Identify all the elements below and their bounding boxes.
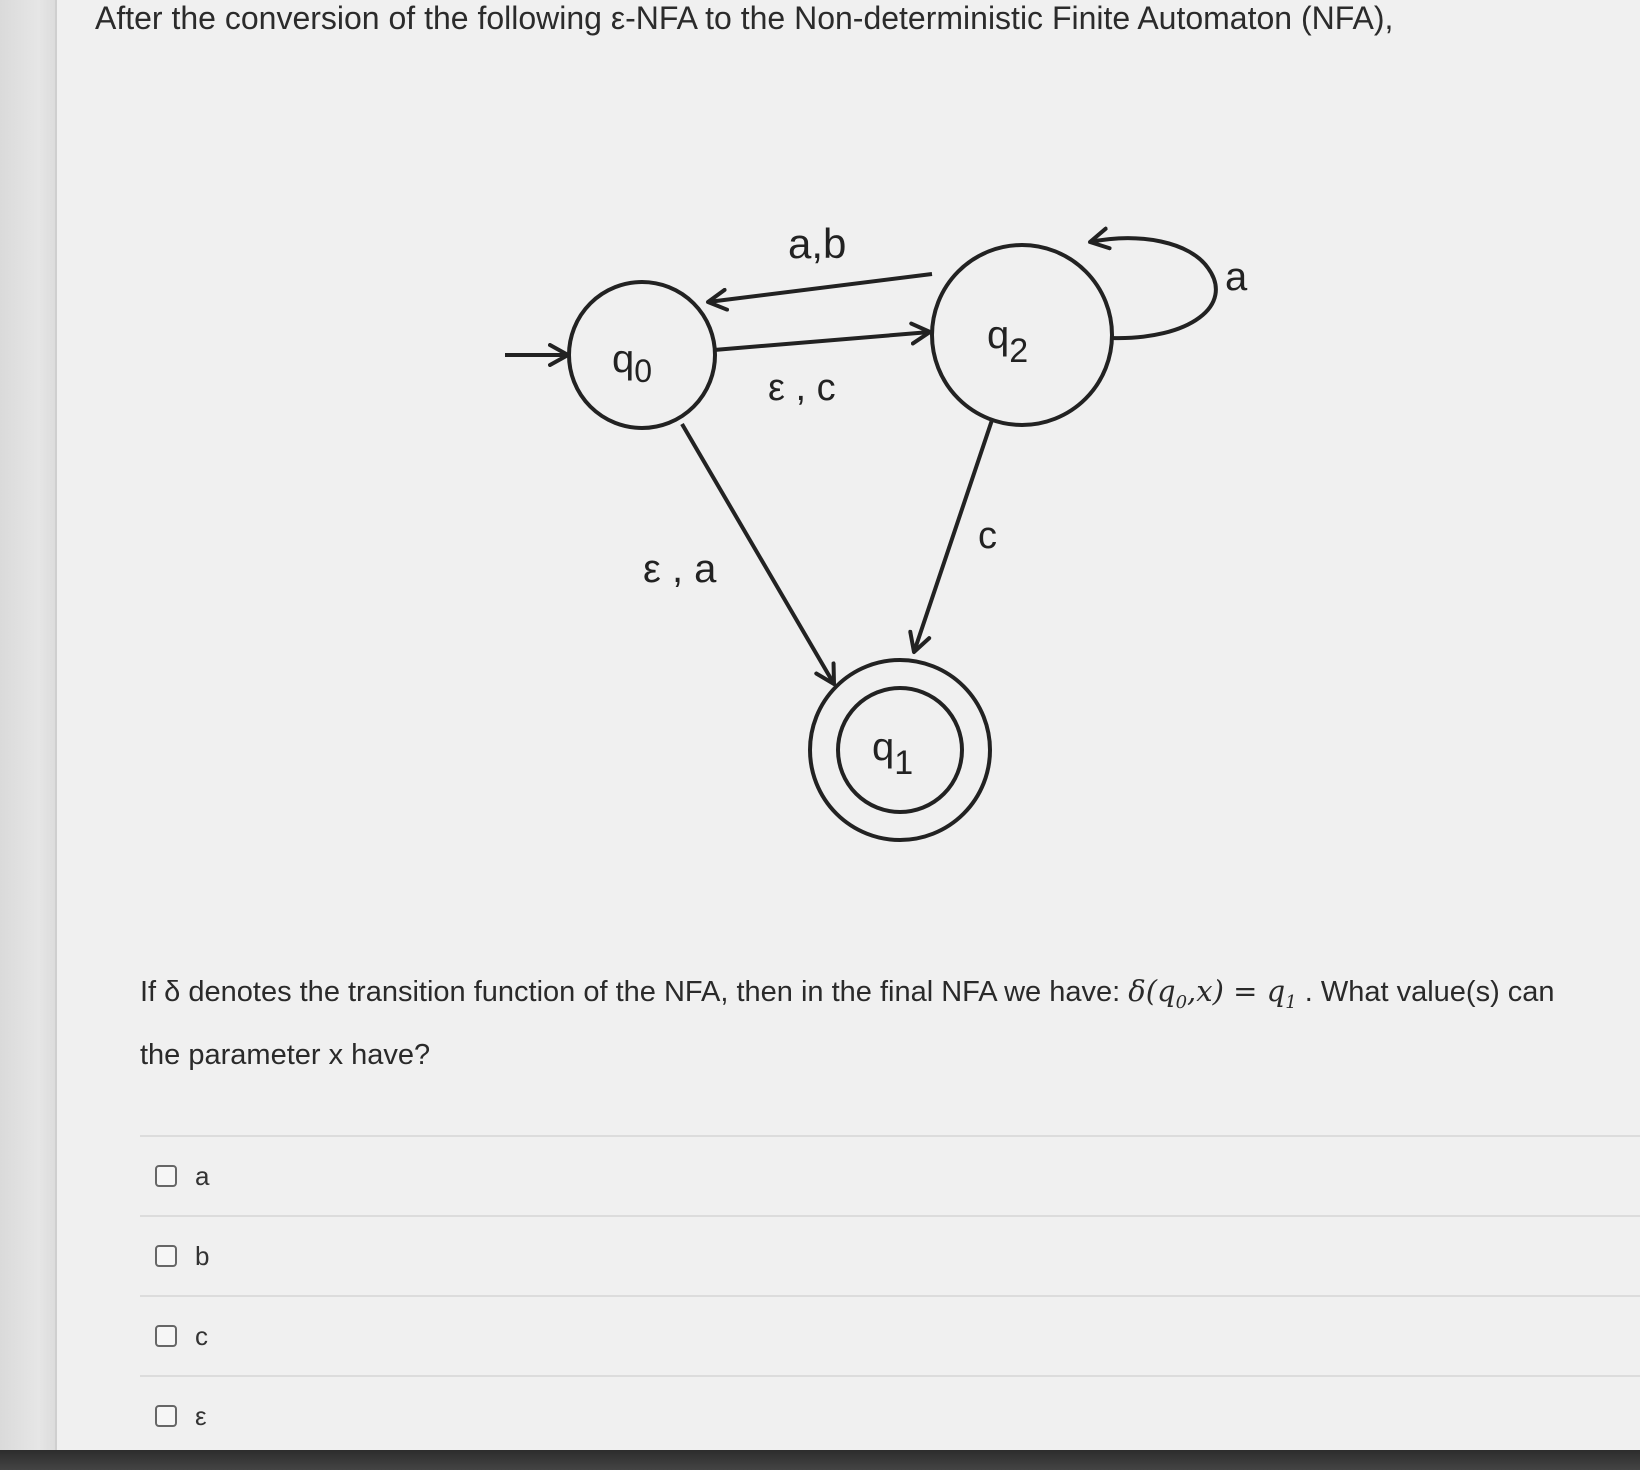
option-c-checkbox[interactable]	[155, 1325, 177, 1347]
page-left-edge	[0, 0, 57, 1470]
option-epsilon[interactable]	[140, 1377, 1640, 1457]
state-q2	[932, 245, 1112, 425]
option-epsilon-label: ε	[195, 1400, 207, 1431]
label-q0-to-q1: ε , a	[643, 547, 717, 591]
math-delta: δ(q	[1128, 974, 1176, 1008]
label-q2-to-q1: c	[978, 515, 997, 557]
edge-q2-to-q0	[708, 274, 932, 302]
option-epsilon-checkbox[interactable]	[155, 1405, 177, 1427]
option-c-label: c	[195, 1320, 208, 1351]
option-b-label: b	[195, 1240, 210, 1271]
state-q1-sub: 1	[894, 744, 914, 782]
edge-q2-loop	[1090, 238, 1216, 338]
option-a-label: a	[195, 1160, 210, 1191]
state-q2-sub: 2	[1009, 332, 1029, 370]
label-q0-to-q2: ε , c	[768, 367, 836, 409]
intro-text: After the conversion of the following ε-NFA to the Non-deterministic Finite Automaton (NFA),	[95, 0, 1394, 36]
option-c[interactable]	[140, 1297, 1640, 1377]
state-q0-sub: 0	[634, 353, 653, 389]
question-text	[140, 965, 1580, 1081]
label-q2-to-q0: a,b	[788, 220, 847, 267]
option-b[interactable]	[140, 1217, 1640, 1297]
label-q2-loop: a	[1225, 255, 1248, 299]
option-b-checkbox[interactable]	[155, 1245, 177, 1267]
edge-q0-to-q2	[714, 332, 930, 350]
question-math	[1128, 974, 1297, 1013]
question-part2: . What value(s) can the parameter x have?	[140, 976, 1555, 1071]
option-a[interactable]	[140, 1137, 1640, 1217]
math-sub-0: 0	[1175, 991, 1188, 1013]
math-mid: ,x) = q	[1187, 974, 1286, 1008]
svg-text:q1	[872, 725, 913, 782]
nfa-diagram	[500, 210, 1320, 860]
svg-text:q0	[612, 337, 652, 389]
state-q0-base: q	[612, 337, 635, 381]
state-q2-base: q	[987, 313, 1010, 357]
state-q0	[569, 282, 715, 428]
math-sub-1: 1	[1285, 991, 1297, 1013]
question-part1: If δ denotes the transition function of the NFA, then in the final NFA we have:	[140, 976, 1129, 1008]
state-q1	[810, 660, 990, 840]
screen-bottom-edge	[0, 1450, 1640, 1470]
answer-options	[140, 1135, 1640, 1457]
state-q1-base: q	[872, 725, 895, 769]
option-a-checkbox[interactable]	[155, 1165, 177, 1187]
svg-text:q2	[987, 313, 1028, 370]
